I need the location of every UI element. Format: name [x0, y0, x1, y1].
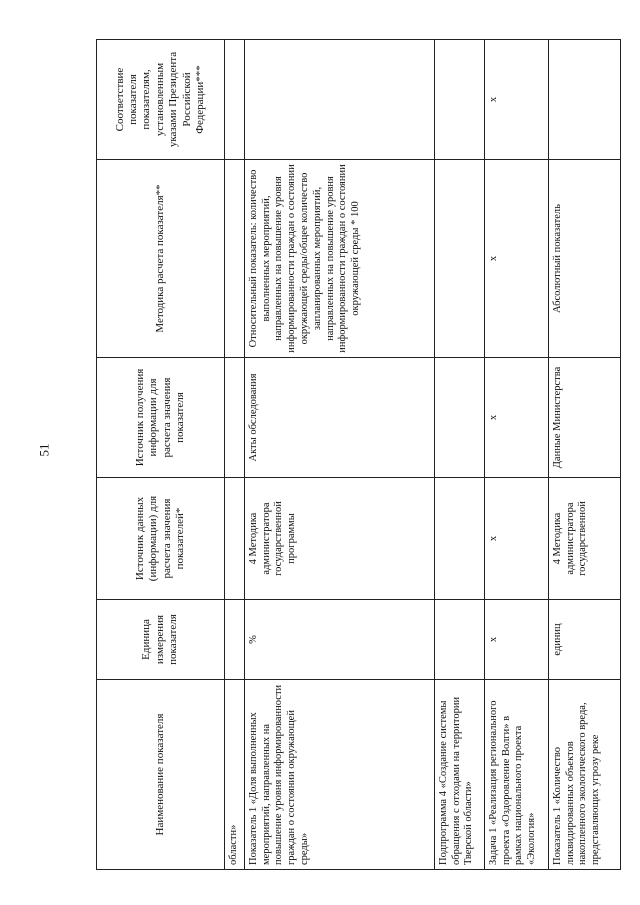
cell-unit: % — [244, 600, 434, 680]
table-row — [548, 40, 620, 870]
page-number: 51 — [36, 443, 52, 457]
cell-name: Подпрограмма 4 «Создание системы обращения с отходами на территории Тверской области» — [434, 680, 484, 870]
header-name: Наименование показателя — [97, 680, 225, 870]
cell-unit — [225, 600, 245, 680]
table-row — [244, 40, 434, 870]
cell-method: Относительный показатель: количество выполненных мероприятий, направленных на повышение уровня информированности граждан о состоянии окружающей среды/общее количество запланированных мероприятий, направленных на повышение уровня информированности граждан о состоянии окружающей среды * 100 — [244, 160, 434, 358]
cell-unit: х — [484, 600, 548, 680]
header-source-data: Источник данных (информации) для расчета значения показателей* — [97, 478, 225, 600]
table-row — [484, 40, 548, 870]
cell-source-info: Данные Министерства — [548, 358, 620, 478]
cell-source-info — [225, 358, 245, 478]
cell-decree — [225, 40, 245, 160]
header-decree: Соответствие показателя показателям, установленным указами Президента Российской Федерации*** — [97, 40, 225, 160]
cell-method: Абсолютный показатель — [548, 160, 620, 358]
indicators-table — [96, 39, 621, 870]
cell-name: Показатель 1 «Количество ликвидированных объектов накопленного экологического вреда, представляющих угрозу реке — [548, 680, 620, 870]
cell-decree — [434, 40, 484, 160]
table-row — [225, 40, 245, 870]
cell-decree: х — [484, 40, 548, 160]
cell-source-info — [434, 358, 484, 478]
cell-source-data: х — [484, 478, 548, 600]
cell-decree — [244, 40, 434, 160]
cell-name: областн» — [225, 680, 245, 870]
cell-method — [225, 160, 245, 358]
cell-name: Показатель 1 «Доля выполненных мероприятий, направленных на повышение уровня информированности граждан о состоянии окружающей среды» — [244, 680, 434, 870]
cell-source-info: х — [484, 358, 548, 478]
cell-unit — [434, 600, 484, 680]
cell-method — [434, 160, 484, 358]
cell-unit: единиц — [548, 600, 620, 680]
cell-source-data: 4 Методика администратора государственной программы — [244, 478, 434, 600]
cell-decree — [548, 40, 620, 160]
cell-source-data — [225, 478, 245, 600]
cell-method: х — [484, 160, 548, 358]
cell-source-data: 4 Методика администратора государственной — [548, 478, 620, 600]
header-source-info: Источник получения информации для расчета значения показателя — [97, 358, 225, 478]
table-row — [434, 40, 484, 870]
header-method: Методика расчета показателя** — [97, 160, 225, 358]
header-unit: Единица измерения показателя — [97, 600, 225, 680]
cell-source-info: Акты обследования — [244, 358, 434, 478]
cell-source-data — [434, 478, 484, 600]
table-header-row — [97, 40, 225, 870]
rotated-table-wrapper — [96, 40, 616, 870]
cell-name: Задача 1 «Реализация регионального проекта «Оздоровление Волги» в рамках национального проекта «Экология» — [484, 680, 548, 870]
